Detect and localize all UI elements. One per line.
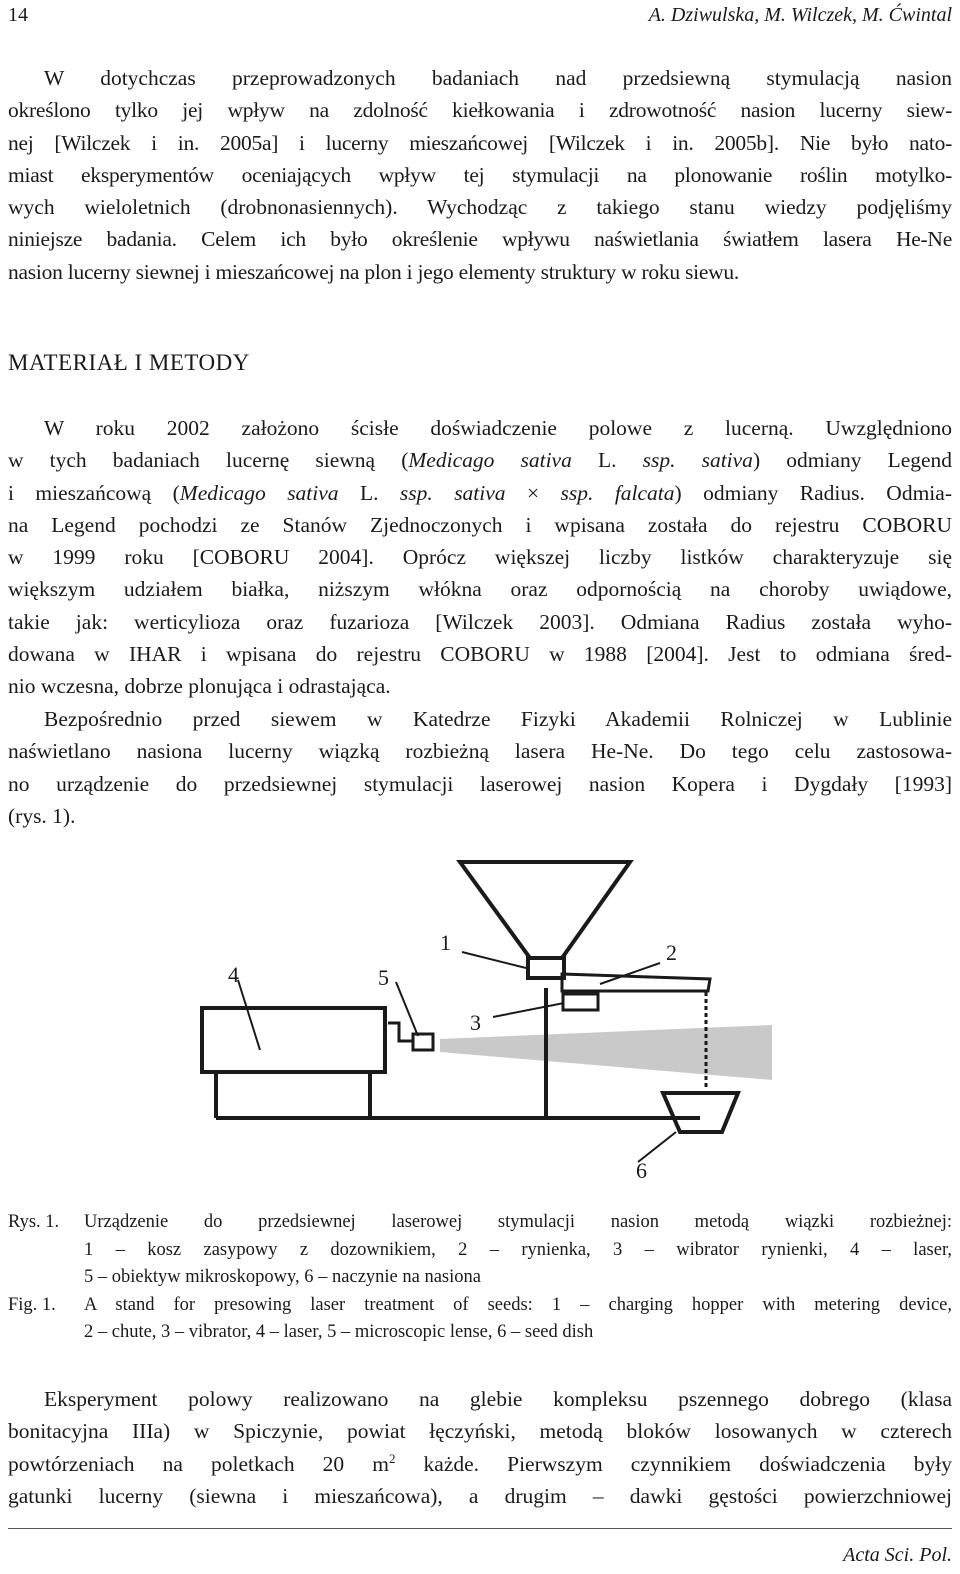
text-line: miast eksperymentów oceniających wpływ tej stymulacji na plonowanie roślin motylko- <box>8 162 952 187</box>
objective-mount <box>388 1023 413 1041</box>
label-3: 3 <box>470 1010 481 1035</box>
text-line: W dotychczas przeprowadzonych badaniach nad przedsiewną stymulacją nasion <box>44 66 952 90</box>
leader-line-4 <box>238 980 260 1050</box>
stimulation-paragraph <box>8 703 952 832</box>
caption-row <box>8 1237 952 1265</box>
text-line: W roku 2002 założono ścisłe doświadczenie polowe z lucerną. Uwzględniono <box>44 416 952 440</box>
text-line: i mieszańcową (Medicago sativa L. ssp. sativa × ssp. falcata) odmiany Radius. Odmia- <box>8 480 952 505</box>
laser-beam <box>440 1025 772 1080</box>
text-line: naświetlano nasiona lucerny wiązką rozbieżną lasera He-Ne. Do tego celu zastosowa- <box>8 739 952 764</box>
footer-rule <box>8 1528 952 1529</box>
running-header-authors: A. Dziwulska, M. Wilczek, M. Ćwintal <box>648 4 952 26</box>
chute <box>562 974 710 991</box>
charging-hopper <box>460 862 630 958</box>
label-2: 2 <box>666 940 677 965</box>
label-1: 1 <box>440 930 451 955</box>
text-line: powtórzeniach na poletkach 20 $m^2$ każde. Pierwszym czynnikiem doświadczenia były <box>8 1450 952 1476</box>
caption-pl-line: Urządzenie do przedsiewnej laserowej stymulacji nasion metodą wiązki rozbieżnej: <box>84 1212 952 1232</box>
text-line: nasion lucerny siewnej i mieszańcowej na plon i jego elementy struktury w roku siewu. <box>8 259 740 284</box>
text-line: określono tylko jej wpływ na zdolność kiełkowania i zdrowotność nasion lucerny siew- <box>8 98 952 123</box>
text-line: bonitacyjna IIIa) w Spiczynie, powiat łęczyński, metodą bloków losowanych w czterech <box>8 1419 952 1444</box>
leader-line-3 <box>493 1003 564 1017</box>
running-header <box>8 4 952 34</box>
text-line: gatunki lucerny (siewna i mieszańcowa), a drugim – dawki gęstości powierzchniowej <box>8 1483 952 1508</box>
caption-en-line: A stand for presowing laser treatment of seeds: 1 – charging hopper with metering device, <box>84 1294 952 1315</box>
caption-row <box>8 1292 952 1320</box>
caption-pl-label: Rys. 1. <box>8 1212 60 1232</box>
caption-pl-line: 5 – obiektyw mikroskopowy, 6 – naczynie na nasiona <box>84 1267 481 1287</box>
section-heading: MATERIAŁ I METODY <box>8 350 250 375</box>
text-line: w 1999 roku [COBORU 2004]. Oprócz większej liczby listków charakteryzuje się <box>8 545 952 570</box>
page-number: 14 <box>8 4 28 26</box>
caption-row <box>8 1319 952 1347</box>
caption-row <box>8 1209 952 1237</box>
text-line: dowana w IHAR i wpisana do rejestru COBORU w 1988 [2004]. Jest to odmiana śred- <box>8 642 952 667</box>
text-line: na Legend pochodzi ze Stanów Zjednoczonych i wpisana została do rejestru COBORU <box>8 512 952 537</box>
methods-paragraph <box>8 412 952 703</box>
text-line: takie jak: werticylioza oraz fuzarioza [Wilczek 2003]. Odmiana Radius została wyho- <box>8 609 952 634</box>
metering-device <box>528 958 564 978</box>
text-line: no urządzenie do przedsiewnej stymulacji laserowej nasion Kopera i Dygdały [1993] <box>8 771 952 796</box>
text-line: nio wczesna, dobrze plonująca i odrastająca. <box>8 674 391 699</box>
caption-en-line: 2 – chute, 3 – vibrator, 4 – laser, 5 – microscopic lense, 6 – seed dish <box>84 1322 594 1342</box>
text-line: (rys. 1). <box>8 803 76 828</box>
experiment-paragraph <box>8 1383 952 1512</box>
caption-en-label: Fig. 1. <box>8 1294 56 1315</box>
label-4: 4 <box>228 962 239 987</box>
vibrator <box>563 994 598 1010</box>
intro-paragraph <box>8 62 952 288</box>
text-line: większym udziałem białka, niższym włókna oraz odpornością na choroby uwiądowe, <box>8 577 952 602</box>
label-5: 5 <box>378 965 389 990</box>
caption-pl-line: 1 – kosz zasypowy z dozownikiem, 2 – rynienka, 3 – wibrator rynienki, 4 – laser, <box>84 1239 952 1260</box>
label-6: 6 <box>636 1158 647 1183</box>
footer-journal: Acta Sci. Pol. <box>843 1544 952 1566</box>
leader-line-2 <box>600 963 660 984</box>
text-line: wych wieloletnich (drobnonasiennych). Wychodząc z takiego stanu wiedzy podjęliśmy <box>8 195 952 220</box>
text-line: niniejsze badania. Celem ich było określenie wpływu naświetlania światłem lasera He-Ne <box>8 227 952 252</box>
caption-row <box>8 1264 952 1292</box>
leader-line-1 <box>462 952 526 968</box>
figure-caption <box>8 1209 952 1347</box>
text-line: nej [Wilczek i in. 2005a] i lucerny mieszańcowej [Wilczek i in. 2005b]. Nie było nato- <box>8 130 952 155</box>
seed-dish <box>663 1093 738 1132</box>
laser-body <box>202 1008 385 1072</box>
text-line: Eksperyment polowy realizowano na glebie kompleksu pszennego dobrego (klasa <box>44 1387 952 1411</box>
microscope-objective <box>413 1034 433 1050</box>
text-line: w tych badaniach lucernę siewną (Medicago sativa L. ssp. sativa) odmiany Legend <box>8 448 953 473</box>
figure-laser-stand <box>160 850 780 1190</box>
text-line: Bezpośrednio przed siewem w Katedrze Fizyki Akademii Rolniczej w Lublinie <box>44 707 952 731</box>
